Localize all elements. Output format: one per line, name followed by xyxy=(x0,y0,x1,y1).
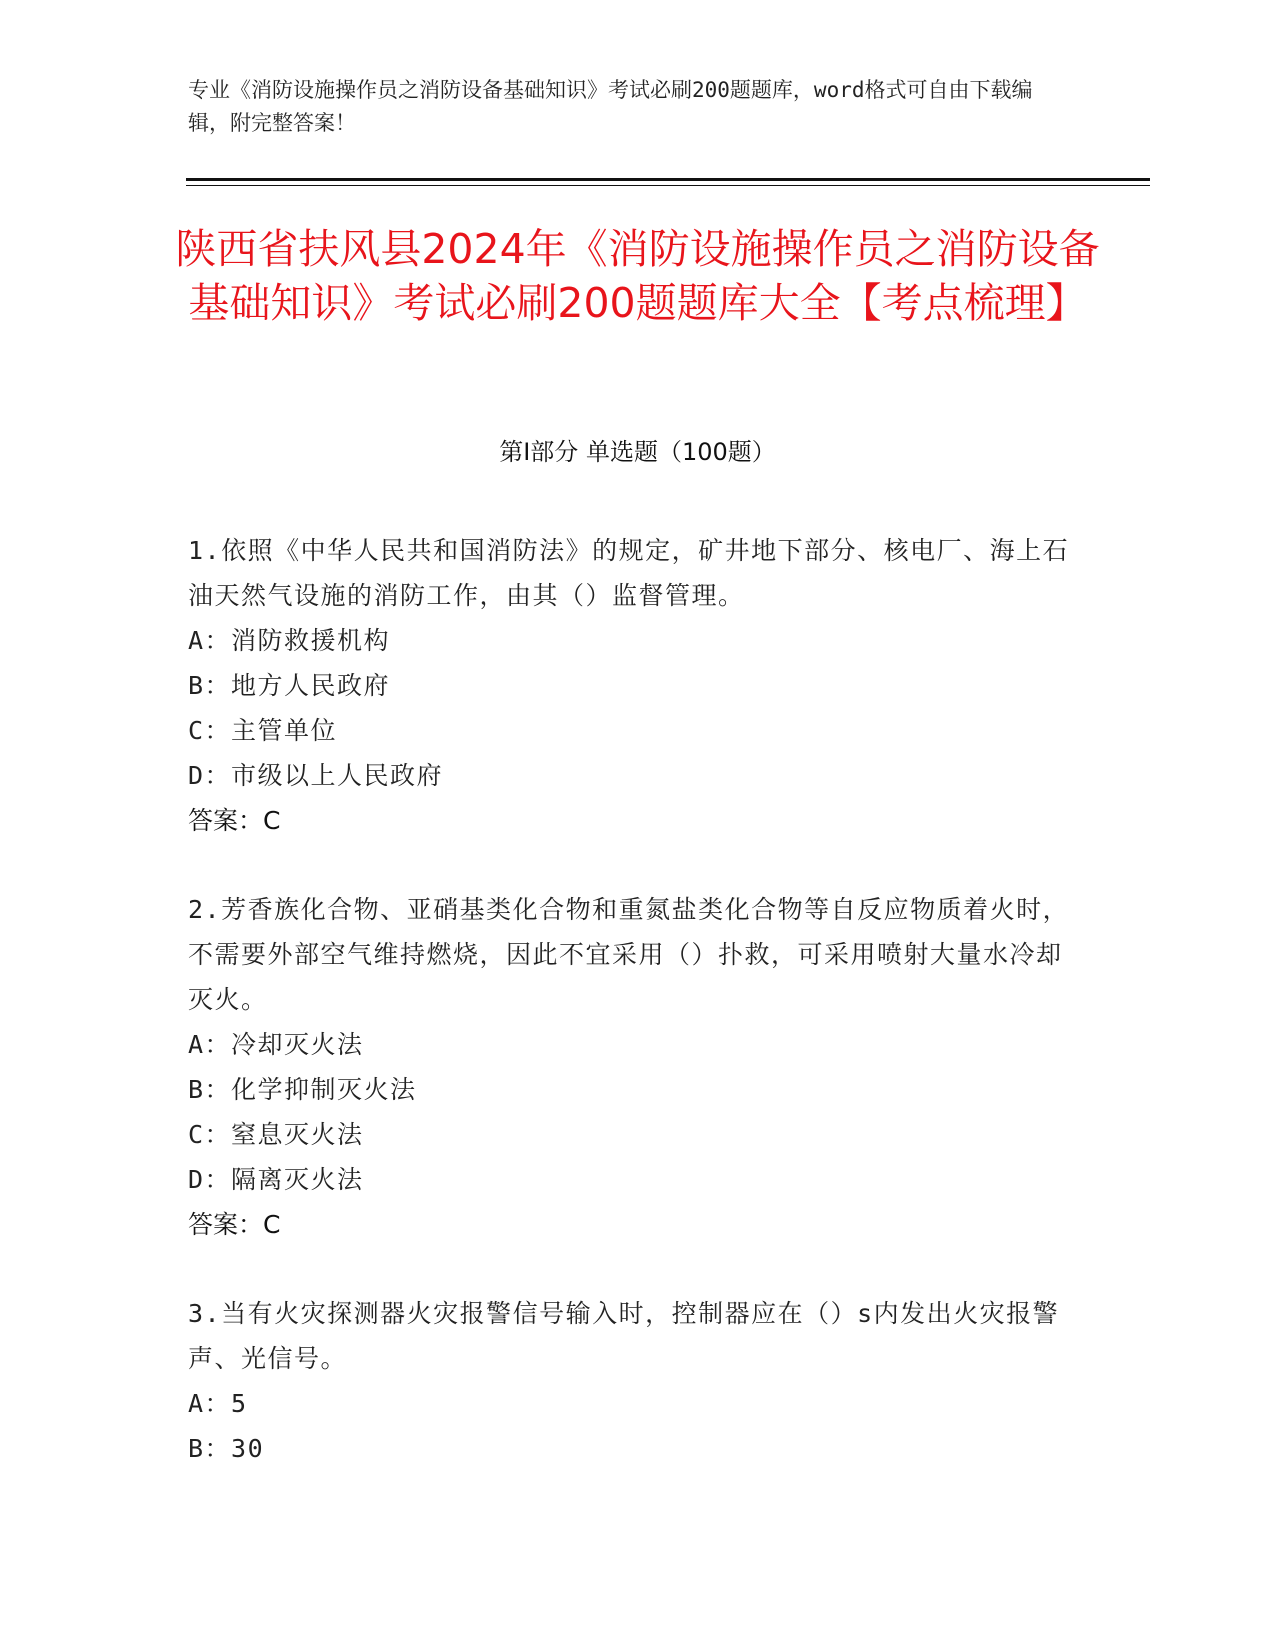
option-b: B：地方人民政府 xyxy=(188,671,391,700)
option-c: C：窒息灭火法 xyxy=(188,1120,364,1149)
header-note: 专业《消防设施操作员之消防设备基础知识》考试必刷200题题库，word格式可自由下载编辑，附完整答案！ xyxy=(188,78,1033,135)
option-b: B：30 xyxy=(188,1434,265,1463)
option-b: B：化学抑制灭火法 xyxy=(188,1075,417,1104)
question-item-1 xyxy=(188,528,1088,843)
option-a: A：冷却灭火法 xyxy=(188,1030,364,1059)
header-divider-thick xyxy=(186,178,1150,181)
option-d: D：隔离灭火法 xyxy=(188,1165,364,1194)
question-list xyxy=(188,528,1088,1515)
section-heading: 第Ⅰ部分 单选题（100题） xyxy=(499,438,776,466)
option-a: A：消防救援机构 xyxy=(188,626,391,655)
question-stem: 2.芳香族化合物、亚硝基类化合物和重氮盐类化合物等自反应物质着火时，不需要外部空气维持燃烧，因此不宜采用（）扑救，可采用喷射大量水冷却灭火。 xyxy=(188,895,1070,1014)
answer-text: 答案：C xyxy=(188,806,281,835)
question-stem: 1.依照《中华人民共和国消防法》的规定，矿井地下部分、核电厂、海上石油天然气设施的消防工作，由其（）监督管理。 xyxy=(188,536,1070,610)
option-a: A：5 xyxy=(188,1389,248,1418)
question-stem: 3.当有火灾探测器火灾报警信号输入时，控制器应在（）s内发出火灾报警声、光信号。 xyxy=(188,1299,1060,1373)
option-d: D：市级以上人民政府 xyxy=(188,761,444,790)
question-item-3 xyxy=(188,1291,1088,1471)
answer-text: 答案：C xyxy=(188,1210,281,1239)
option-c: C：主管单位 xyxy=(188,716,338,745)
header-divider-thin xyxy=(186,185,1150,186)
document-title: 陕西省扶风县2024年《消防设施操作员之消防设备基础知识》考试必刷200题题库大全【考点梳理】 xyxy=(175,225,1100,327)
question-item-2 xyxy=(188,887,1088,1247)
